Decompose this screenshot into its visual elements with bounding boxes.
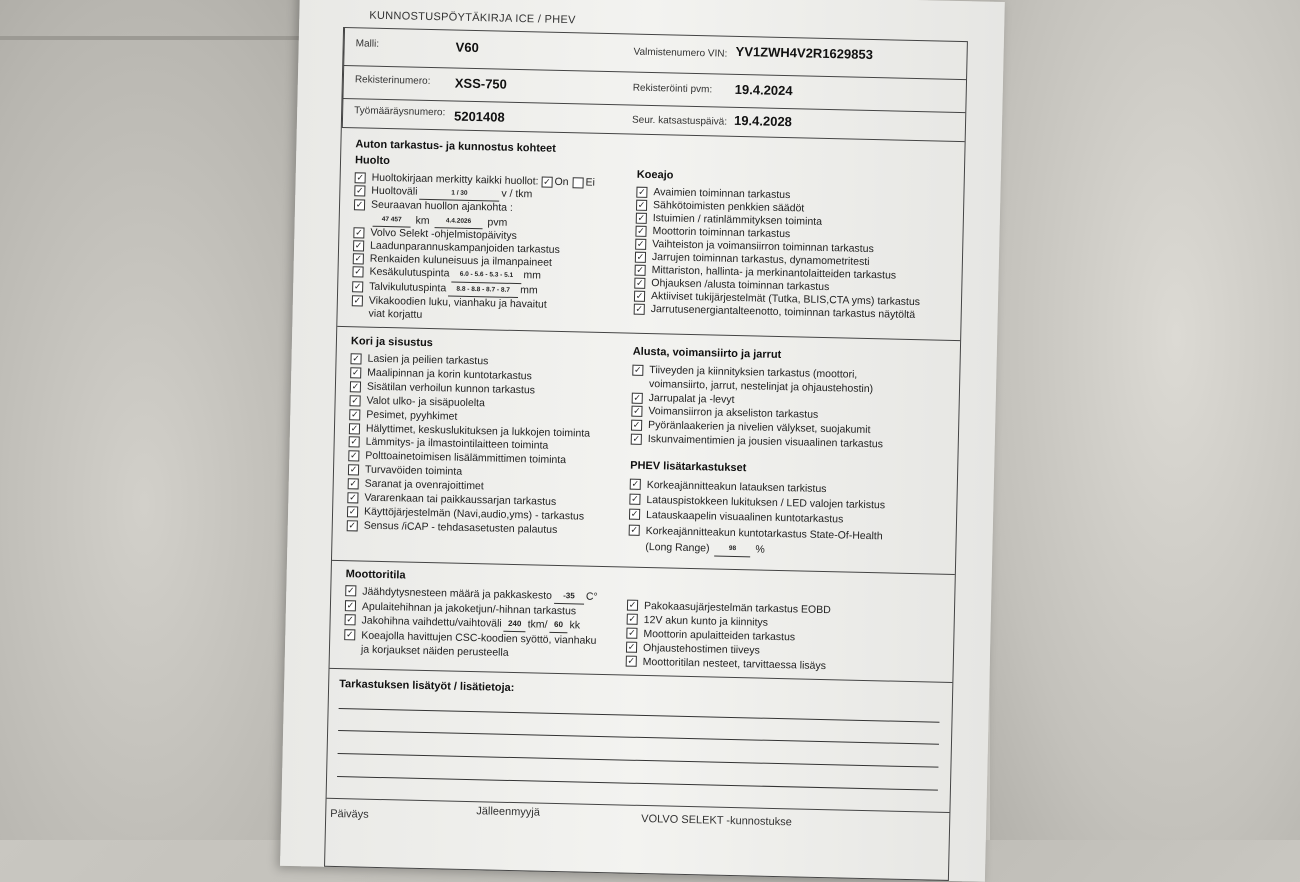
section-title-kori: Kori ja sisustus — [350, 335, 433, 350]
list-item: ✓ Apulaitehihnan ja jakoketjun/-hihnan tarkastus — [346, 600, 577, 618]
notes-line[interactable] — [337, 776, 938, 791]
form-table — [324, 27, 968, 881]
section-title-alusta: Alusta, voimansiirto ja jarrut — [632, 345, 782, 362]
checkbox[interactable]: ✓ — [346, 614, 355, 625]
list-item-continued: voimansiirto, jarrut, nestelinjat ja ohjaustehostin) — [648, 377, 874, 395]
reg-label: Rekisterinumero: — [354, 74, 431, 87]
inspection-form-paper — [280, 0, 1005, 882]
checkbox[interactable]: ✓ — [348, 506, 357, 517]
section-title-targets: Auton tarkastus- ja kunnostus kohteet — [355, 138, 556, 155]
timing-month-value: 60 — [549, 618, 567, 633]
list-item: ✓ Korkeajännitteakun latauksen tarkistus — [631, 478, 827, 496]
list-item: ✓ Jäähdytysnesteen määrä ja pakkaskesto -35 C° — [346, 585, 598, 603]
checkbox[interactable]: ✓ — [632, 419, 641, 431]
list-item: ✓ Jakohihna vaihdettu/vaihtoväli 240 tkm/ 60 kk — [346, 614, 581, 632]
checkbox[interactable]: ✓ — [636, 264, 645, 275]
list-item: ✓ Moottorin toiminnan tarkastus — [637, 225, 791, 241]
list-item: ✓ Huoltoväli 1 / 30 v / tkm — [355, 184, 533, 201]
checkbox[interactable]: ✓ — [627, 641, 636, 652]
list-item: ✓ Vikakoodien luku, vianhaku ja havaitut — [353, 294, 547, 311]
list-item: ✓ Renkaiden kuluneisuus ja ilmanpaineet — [354, 252, 553, 270]
list-item: ✓ Volvo Selekt -ohjelmistopäivitys — [355, 226, 518, 242]
list-item: ✓ Polttoainetoimisen lisälämmittimen toiminta — [349, 449, 567, 467]
list-item: ✓ Pesimet, pyyhkimet — [350, 408, 458, 423]
checkbox[interactable]: ✓ — [633, 406, 641, 417]
checkbox-on[interactable]: ✓ — [543, 176, 551, 187]
checkbox[interactable]: ✓ — [631, 493, 639, 505]
alusta-list — [631, 364, 885, 452]
checkbox[interactable]: ✓ — [637, 225, 645, 236]
summer-tread-value: 6.0 - 5.6 - 5.3 - 5.1 — [451, 268, 521, 284]
notes-title: Tarkastuksen lisätyöt / lisätietoja: — [339, 678, 515, 695]
checkbox[interactable]: ✓ — [628, 627, 636, 638]
phev-list — [628, 478, 885, 561]
checkbox[interactable]: ✓ — [356, 172, 365, 183]
checkbox[interactable]: ✓ — [351, 367, 360, 378]
interval-value: 1 / 30 — [419, 186, 499, 202]
list-item: ✓ Voimansiirron ja akseliston tarkastus — [633, 405, 819, 422]
checkbox[interactable]: ✓ — [348, 520, 357, 531]
list-item: ✓ Lämmitys- ja ilmastointilaitteen toiminta — [350, 436, 549, 453]
list-item: ✓ Pyöränlaakerien ja nivelien välykset, suojakumit — [632, 419, 871, 437]
col-divider — [342, 28, 345, 127]
section-title-huolto: Huolto — [354, 154, 391, 168]
row-divider — [343, 65, 966, 80]
timing-km-value: 240 — [504, 617, 526, 632]
car-seat-right — [990, 0, 1300, 840]
list-item-continued: ja korjaukset näiden perusteella — [360, 643, 509, 659]
checkbox[interactable]: ✓ — [355, 227, 363, 238]
list-item: ✓ Jarrujen toiminnan tarkastus, dynamometritesti — [636, 251, 870, 268]
checkbox[interactable]: ✓ — [628, 613, 637, 624]
list-item: ✓ Sisätilan verhoilun kunnon tarkastus — [351, 380, 536, 397]
next-inspection-label: Seur. katsastuspäivä: — [631, 114, 728, 128]
list-item: ✓ Lasien ja peilien tarkastus — [352, 352, 489, 368]
vin-label: Valmistenumero VIN: — [633, 46, 728, 60]
checkbox[interactable]: ✓ — [354, 240, 363, 251]
list-item: ✓ Seuraavan huollon ajankohta : — [355, 199, 514, 215]
checkbox[interactable]: ✓ — [346, 585, 355, 596]
list-item: ✓ Sähkötoimisten penkkien säädöt — [637, 199, 805, 215]
list-item: ✓ Vaihteiston ja voimansiirron toiminnan tarkastus — [636, 238, 874, 256]
checkbox[interactable]: ✓ — [350, 408, 359, 420]
checkbox[interactable]: ✓ — [349, 478, 358, 489]
checkbox[interactable]: ✓ — [630, 509, 639, 520]
checkbox[interactable]: ✓ — [350, 422, 359, 433]
checkbox[interactable]: ✓ — [349, 492, 357, 503]
list-item: ✓ Huoltokirjaan merkitty kaikki huollot: ✓ On Ei — [356, 171, 596, 189]
checkbox[interactable]: ✓ — [355, 185, 364, 196]
work-order-value: 5201408 — [453, 108, 505, 125]
reg-date-label: Rekisteröinti pvm: — [632, 82, 713, 96]
checkbox[interactable]: ✓ — [628, 599, 637, 610]
checkbox[interactable]: ✓ — [631, 478, 640, 489]
next-inspection-value: 19.4.2028 — [733, 112, 793, 130]
coolant-value: -35 — [554, 589, 584, 605]
list-item-continued: 47 457 km 4.4.2026 pvm — [354, 212, 595, 232]
list-item: ✓ Laadunparannuskampanjoiden tarkastus — [354, 239, 560, 256]
row-divider — [327, 798, 950, 813]
checkbox[interactable]: ✓ — [351, 394, 359, 406]
list-item-continued: (Long Range) 98 % — [645, 540, 765, 556]
list-item: ✓ Korkeajännitteakun kuntotarkastus State-Of-Health — [630, 524, 883, 542]
section-title-koeajo: Koeajo — [636, 168, 674, 182]
soh-value: 98 — [714, 540, 750, 557]
list-item: ✓ Ohjauksen /alusta toiminnan tarkastus — [635, 277, 830, 294]
checkbox[interactable]: ✓ — [354, 266, 362, 277]
checkbox[interactable]: ✓ — [636, 238, 645, 249]
row-divider — [332, 560, 955, 575]
next-service-km: 47 457 — [373, 212, 411, 227]
dealer-label: Jälleenmyyjä — [476, 805, 541, 819]
checkbox[interactable]: ✓ — [633, 392, 642, 403]
checkbox[interactable]: ✓ — [346, 600, 355, 611]
checkbox[interactable]: ✓ — [354, 253, 363, 264]
notes-line[interactable] — [339, 708, 940, 723]
list-item: ✓ Hälyttimet, keskuslukituksen ja lukkojen toiminta — [350, 422, 591, 440]
list-item: ✓ 12V akun kunto ja kiinnitys — [628, 613, 769, 629]
checkbox[interactable]: ✓ — [633, 364, 642, 375]
model-value: V60 — [455, 39, 479, 56]
checkbox[interactable]: ✓ — [635, 290, 644, 301]
checkbox[interactable]: ✓ — [632, 433, 641, 444]
checkbox[interactable]: ✓ — [349, 450, 358, 461]
section-title-moottoritila: Moottoritila — [345, 568, 406, 582]
koeajo-list — [634, 186, 923, 322]
checkbox[interactable]: ✓ — [637, 212, 646, 223]
checkbox[interactable]: ✓ — [637, 199, 646, 210]
reg-date-value: 19.4.2024 — [734, 81, 793, 99]
checkbox[interactable]: ✓ — [635, 277, 644, 288]
checkbox[interactable]: ✓ — [350, 436, 359, 447]
checkbox[interactable]: ✓ — [635, 303, 644, 314]
list-item: ✓ Jarrupalat ja -levyt — [633, 391, 735, 406]
next-service-date: 4.4.2026 — [434, 214, 482, 229]
section-title-phev: PHEV lisätarkastukset — [630, 459, 747, 475]
vin-value: YV1ZWH4V2R1629853 — [735, 43, 874, 63]
list-item: ✓ Avaimien toiminnan tarkastus — [638, 186, 791, 202]
checkbox[interactable]: ✓ — [636, 251, 645, 262]
list-item: ✓ Maalipinnan ja korin kuntotarkastus — [351, 366, 532, 383]
model-label: Malli: — [355, 38, 380, 50]
winter-tread-value: 8.8 - 8.8 - 8.7 - 8.7 — [448, 282, 518, 298]
checkbox[interactable]: ✓ — [349, 464, 358, 475]
huolto-list — [351, 171, 595, 326]
list-item: ✓ Talvikulutuspinta 8.8 - 8.8 - 8.7 - 8.7 mm — [353, 280, 538, 297]
moottoritila-list-right — [626, 599, 831, 674]
list-item: ✓ Ohjaustehostimen tiiveys — [627, 641, 760, 657]
list-item: ✓ Valot ulko- ja sisäpuolelta — [351, 394, 486, 410]
moottoritila-list-left — [344, 584, 598, 662]
kori-list — [347, 352, 592, 538]
checkbox[interactable]: ✓ — [353, 295, 362, 306]
checkbox[interactable]: ✓ — [345, 629, 354, 640]
form-title: KUNNOSTUSPÖYTÄKIRJA ICE / PHEV — [369, 9, 576, 27]
list-item: ✓ Mittariston, hallinta- ja merkinantolaitteiden tarkastus — [636, 264, 897, 282]
list-item: ✓ Vararenkaan tai paikkaussarjan tarkastus — [349, 491, 557, 509]
list-item: ✓ Aktiiviset tukijärjestelmät (Tutka, BLIS,CTA yms) tarkastus — [635, 290, 921, 309]
list-item: ✓ Jarrutusenergiantalteenotto, toiminnan tarkastus näytöltä — [635, 303, 916, 322]
list-item: ✓ Kesäkulutuspinta 6.0 - 5.6 - 5.3 - 5.1 mm — [354, 266, 542, 282]
notes-line[interactable] — [338, 753, 939, 768]
list-item: ✓ Sensus /iCAP - tehdasasetusten palautus — [348, 519, 558, 536]
checkbox[interactable]: ✓ — [352, 353, 360, 364]
checkbox-ei[interactable] — [572, 177, 583, 188]
list-item: ✓ Moottorin apulaitteiden tarkastus — [628, 627, 796, 644]
list-item: ✓ Tiiveyden ja kiinnityksien tarkastus (moottori, — [633, 364, 858, 381]
checkbox[interactable]: ✓ — [351, 381, 360, 392]
checkbox[interactable]: ✓ — [353, 280, 362, 292]
list-item: ✓ Turvavöiden toiminta — [349, 463, 463, 479]
list-item: ✓ Latauspistokkeen lukituksen / LED valojen tarkistus — [631, 493, 886, 512]
list-item: ✓ Moottoritilan nesteet, tarvittaessa lisäys — [627, 655, 827, 673]
list-item: ✓ Iskunvaimentimien ja jousien visuaalinen tarkastus — [632, 432, 884, 451]
list-item-continued: viat korjattu — [368, 307, 423, 321]
checkbox[interactable]: ✓ — [627, 655, 636, 666]
work-order-label: Työmääräysnumero: — [354, 105, 446, 119]
checkbox[interactable]: ✓ — [355, 199, 364, 210]
list-item: ✓ Saranat ja ovenrajoittimet — [349, 477, 484, 493]
list-item: ✓ Koeajolla havittujen CSC-koodien syöttö, vianhaku — [345, 629, 597, 647]
list-item: ✓ Latauskaapelin visuaalinen kuntotarkastus — [630, 509, 844, 526]
checkbox[interactable]: ✓ — [638, 186, 646, 197]
date-label: Päiväys — [330, 807, 369, 821]
list-item: ✓ Pakokaasujärjestelmän tarkastus EOBD — [628, 599, 831, 617]
notes-line[interactable] — [338, 730, 939, 745]
checkbox[interactable]: ✓ — [630, 524, 639, 535]
selekt-label: VOLVO SELEKT -kunnostukse — [641, 812, 792, 829]
list-item: ✓ Istuimien / ratinlämmityksen toiminta — [637, 212, 823, 228]
reg-value: XSS-750 — [454, 75, 508, 92]
list-item: ✓ Käyttöjärjestelmän (Navi,audio,yms) - tarkastus — [348, 505, 585, 523]
